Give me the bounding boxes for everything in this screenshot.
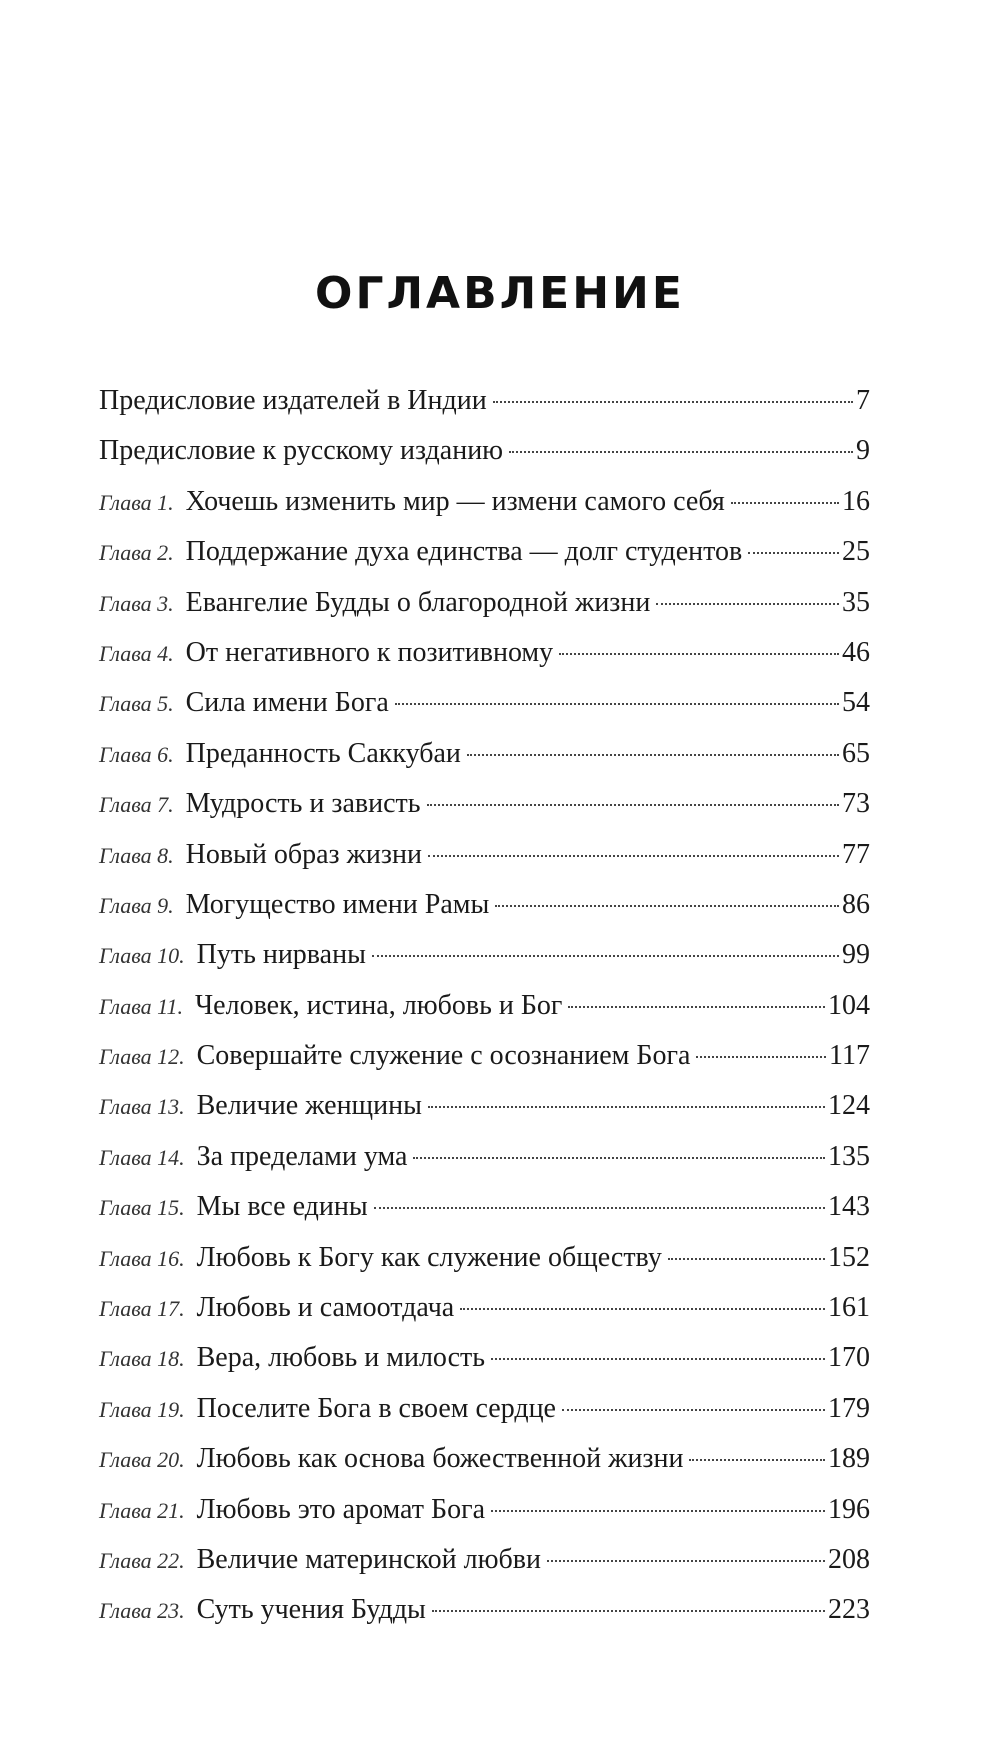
entry-title: Мы все едины [196,1191,368,1223]
page-number: 170 [828,1342,870,1374]
entry-title: Могущество имени Рамы [185,888,490,920]
entry-title: Сила имени Бога [185,687,389,719]
toc-entry [99,1191,870,1241]
page-number: 152 [828,1241,870,1273]
chapter-number: Глава 7. [99,792,174,818]
dot-leader [731,502,839,504]
chapter-number: Глава 22. [99,1547,185,1573]
chapter-number: Глава 9. [99,892,174,918]
dot-leader [668,1258,825,1260]
chapter-number: Глава 20. [99,1447,185,1473]
entry-title: Человек, истина, любовь и Бог [194,989,563,1021]
page-number: 179 [828,1392,870,1424]
entry-title: Новый образ жизни [185,838,422,870]
toc-entry [99,536,870,586]
chapter-number: Глава 21. [99,1497,185,1523]
entry-title: Совершайте служение с осознанием Бога [196,1040,691,1072]
chapter-number: Глава 11. [99,993,183,1019]
chapter-number: Глава 13. [99,1094,185,1120]
page-number: 25 [842,536,870,568]
toc-entry [99,1141,870,1191]
chapter-number: Глава 12. [99,1044,185,1070]
chapter-number: Глава 6. [99,741,174,767]
entry-title: Любовь и самоотдача [196,1292,455,1324]
dot-leader [493,401,853,403]
entry-title: Величие материнской любви [196,1543,541,1575]
chapter-number: Глава 8. [99,842,174,868]
page-number: 223 [828,1594,870,1626]
toc-entry [99,1292,870,1342]
dot-leader [748,552,839,554]
page-number: 65 [842,737,870,769]
page-number: 35 [842,586,870,618]
chapter-number: Глава 19. [99,1396,185,1422]
toc-entry [99,587,870,637]
entry-title: Предисловие издателей в Индии [99,385,487,416]
chapter-number: Глава 16. [99,1245,185,1271]
toc-entry [99,687,870,737]
entry-title: От негативного к позитивному [185,636,554,668]
page-number: 135 [828,1140,870,1172]
chapter-number: Глава 2. [99,540,174,566]
page-number: 86 [842,888,870,920]
entry-title: Любовь как основа божественной жизни [196,1443,684,1475]
dot-leader [689,1459,825,1461]
dot-leader [467,754,839,756]
page-number: 9 [856,435,870,467]
dot-leader [428,1106,825,1108]
toc-entry [99,738,870,788]
toc-entry [99,385,870,435]
dot-leader [395,703,839,705]
dot-leader [427,804,839,806]
chapter-number: Глава 10. [99,943,185,969]
dot-leader [559,653,839,655]
page-number: 7 [856,385,870,416]
toc-entry [99,1544,870,1594]
chapter-number: Глава 4. [99,640,174,666]
toc-entry [99,1040,870,1090]
page-number: 104 [828,989,870,1021]
toc-entry [99,637,870,687]
page-number: 208 [828,1543,870,1575]
toc-entry [99,435,870,485]
page-number: 161 [828,1292,870,1324]
entry-title: Любовь к Богу как служение обществу [196,1241,662,1273]
entry-title: Преданность Саккубаи [185,737,461,769]
chapter-number: Глава 3. [99,590,174,616]
entry-title: Путь нирваны [196,939,366,971]
dot-leader [509,451,853,453]
page-number: 73 [842,788,870,820]
dot-leader [413,1157,825,1159]
dot-leader [547,1560,825,1562]
page-number: 54 [842,687,870,719]
page-number: 16 [842,485,870,517]
dot-leader [491,1358,825,1360]
chapter-number: Глава 23. [99,1598,185,1624]
entry-title: Хочешь изменить мир — измени самого себя [185,485,725,517]
dot-leader [656,603,839,605]
chapter-number: Глава 5. [99,691,174,717]
dot-leader [696,1056,826,1058]
page-number: 124 [828,1090,870,1122]
toc-entry [99,1393,870,1443]
dot-leader [460,1308,825,1310]
dot-leader [495,905,839,907]
entry-title: За пределами ума [196,1140,408,1172]
chapter-number: Глава 14. [99,1144,185,1170]
page-number: 189 [828,1443,870,1475]
chapter-number: Глава 15. [99,1195,185,1221]
toc-entry [99,1443,870,1493]
entry-title: Любовь это аромат Бога [196,1493,485,1525]
toc-entry [99,1242,870,1292]
toc-entry [99,939,870,989]
entry-title: Величие женщины [196,1090,422,1122]
toc-entry [99,788,870,838]
entry-title: Евангелие Будды о благородной жизни [185,586,651,618]
entry-title: Суть учения Будды [196,1594,426,1626]
dot-leader [568,1006,825,1008]
chapter-number: Глава 17. [99,1296,185,1322]
toc-entry [99,1594,870,1644]
entry-title: Поддержание духа единства — долг студентов [185,536,743,568]
toc-entry [99,1090,870,1140]
dot-leader [374,1207,825,1209]
entry-title: Предисловие к русскому изданию [99,435,504,467]
toc-entry [99,1342,870,1392]
dot-leader [562,1409,825,1411]
chapter-number: Глава 1. [99,489,174,515]
page-title: ОГЛАВЛЕНИЕ [315,268,685,319]
chapter-number: Глава 18. [99,1346,185,1372]
toc-entry [99,990,870,1040]
dot-leader [432,1610,825,1612]
page-number: 46 [842,636,870,668]
page-number: 196 [828,1493,870,1525]
page-number: 77 [842,838,870,870]
toc-entry [99,839,870,889]
toc-entry [99,1494,870,1544]
page-number: 143 [828,1191,870,1223]
entry-title: Вера, любовь и милость [196,1342,486,1374]
dot-leader [428,855,839,857]
page-number: 117 [829,1040,870,1072]
table-of-contents [99,385,870,1645]
dot-leader [372,955,839,957]
entry-title: Поселите Бога в своем сердце [196,1392,556,1424]
entry-title: Мудрость и зависть [185,788,421,820]
dot-leader [491,1510,825,1512]
toc-entry [99,486,870,536]
page-number: 99 [842,939,870,971]
toc-entry [99,889,870,939]
